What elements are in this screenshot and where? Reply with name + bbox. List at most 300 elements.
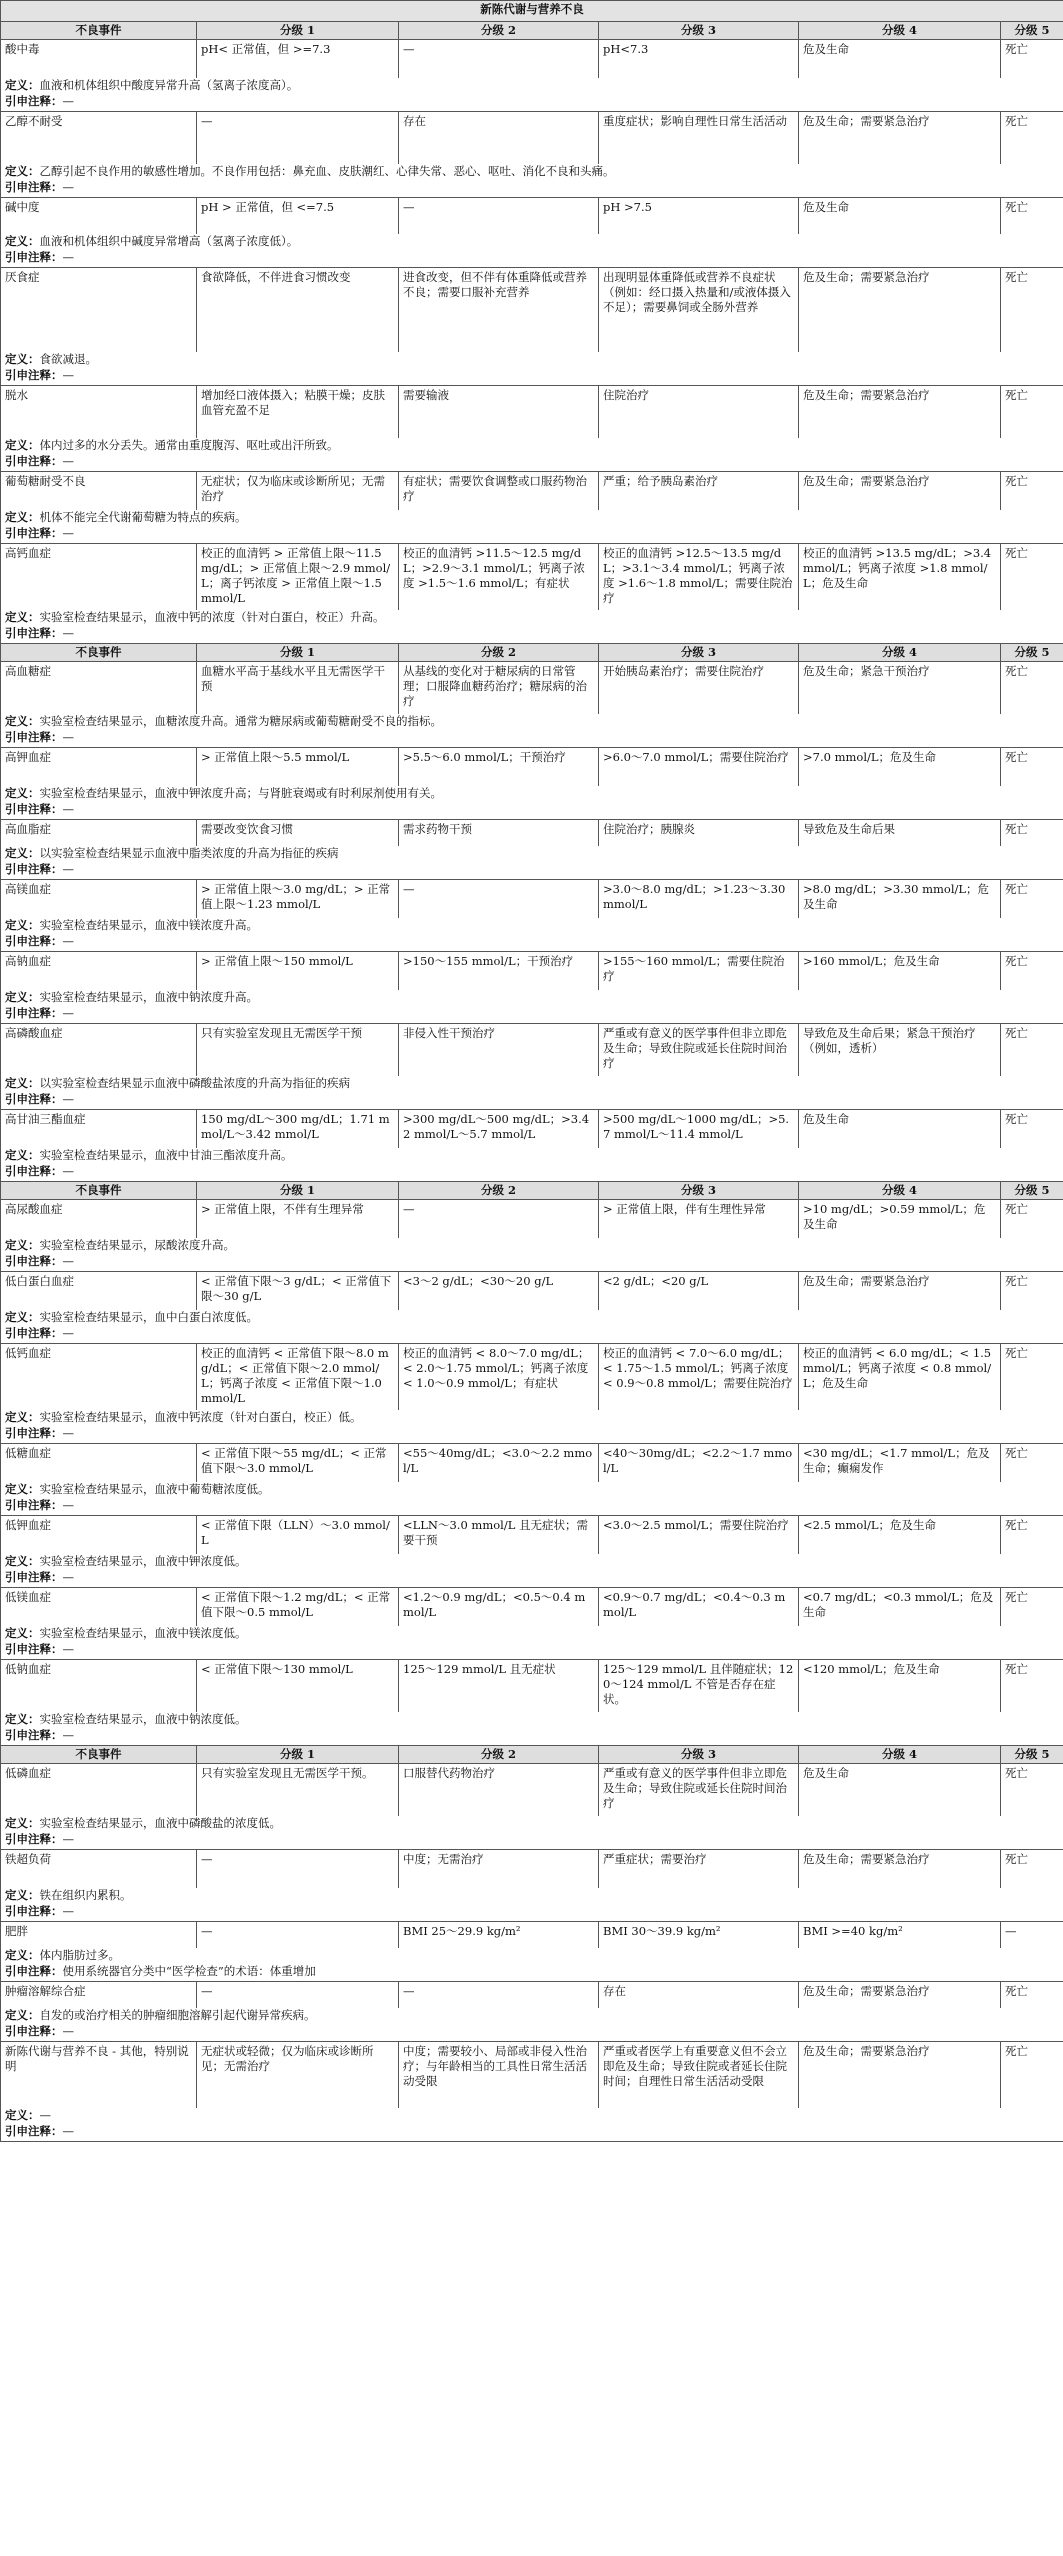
grade-cell: 无症状或轻微；仅为临床或诊断所见；无需治疗	[197, 2042, 399, 2109]
grade-cell: 校正的血清钙 >13.5 mg/dL；>3.4 mmol/L；钙离子浓度 >1.8 mmol/L；危及生命	[799, 544, 1001, 611]
column-header: 分级 1	[197, 1746, 399, 1764]
definition-label: 定义：	[5, 1076, 40, 1090]
definition-row	[1, 2108, 1063, 2124]
definition-cell	[1, 1888, 1063, 1904]
table-row	[1, 472, 1063, 511]
grade-cell: —	[197, 1922, 399, 1949]
event-name: 酸中毒	[1, 40, 197, 79]
event-name: 高磷酸血症	[1, 1024, 197, 1077]
grade-cell: —	[1001, 1922, 1063, 1949]
column-header: 分级 4	[799, 22, 1001, 40]
grade-cell: 需要改变饮食习惯	[197, 820, 399, 847]
table-row	[1, 1850, 1063, 1889]
definition-row	[1, 918, 1063, 934]
grade-cell: 严重；给予胰岛素治疗	[599, 472, 799, 511]
reference-text: —	[62, 94, 74, 108]
header-row	[1, 22, 1063, 40]
grade-cell: 危及生命	[799, 1110, 1001, 1149]
reference-label: 引申注释：	[5, 730, 63, 744]
grade-cell: 出现明显体重降低或营养不良症状（例如：经口摄入热量和/或液体摄入不足）；需要鼻饲或全肠外营养	[599, 268, 799, 353]
reference-label: 引申注释：	[5, 1006, 63, 1020]
definition-text: 实验室检查结果显示，血液中镁浓度低。	[39, 1626, 247, 1640]
definition-text: 实验室检查结果显示，尿酸浓度升高。	[39, 1238, 235, 1252]
reference-label: 引申注释：	[5, 1498, 63, 1512]
definition-text: 血液和机体组织中酸度异常升高（氢离子浓度高）。	[39, 78, 299, 92]
definition-text: 实验室检查结果显示，血液中镁浓度升高。	[39, 918, 258, 932]
reference-label: 引申注释：	[5, 1570, 63, 1584]
definition-cell	[1, 918, 1063, 934]
reference-cell	[1, 1426, 1063, 1444]
definition-label: 定义：	[5, 2108, 40, 2122]
reference-row	[1, 626, 1063, 644]
definition-cell	[1, 1410, 1063, 1426]
event-name: 厌食症	[1, 268, 197, 353]
grade-cell: < 正常值下限（LLN）～3.0 mmol/L	[197, 1516, 399, 1555]
grade-cell: 死亡	[1001, 1444, 1063, 1483]
table-row	[1, 2042, 1063, 2109]
event-name: 高钾血症	[1, 748, 197, 787]
reference-text: —	[62, 626, 74, 640]
event-name: 高尿酸血症	[1, 1200, 197, 1239]
definition-text: 体内过多的水分丢失。通常由重度腹泻、呕吐或出汗所致。	[39, 438, 339, 452]
definition-cell	[1, 1712, 1063, 1728]
definition-row	[1, 510, 1063, 526]
definition-text: 实验室检查结果显示，血液中磷酸盐的浓度低。	[39, 1816, 281, 1830]
grade-cell: 死亡	[1001, 1200, 1063, 1239]
reference-text: —	[62, 1006, 74, 1020]
reference-row	[1, 1498, 1063, 1516]
grade-cell: 死亡	[1001, 1344, 1063, 1411]
definition-row	[1, 1888, 1063, 1904]
event-name: 葡萄糖耐受不良	[1, 472, 197, 511]
grade-cell: 死亡	[1001, 952, 1063, 991]
reference-label: 引申注释：	[5, 1728, 63, 1742]
definition-row	[1, 438, 1063, 454]
definition-row	[1, 1712, 1063, 1728]
reference-text: —	[62, 454, 74, 468]
grade-cell: 125～129 mmol/L 且无症状	[399, 1660, 599, 1713]
reference-row	[1, 1006, 1063, 1024]
grade-cell: >7.0 mmol/L；危及生命	[799, 748, 1001, 787]
event-name: 碱中度	[1, 198, 197, 235]
grade-cell: 住院治疗	[599, 386, 799, 439]
grade-cell: > 正常值上限～150 mmol/L	[197, 952, 399, 991]
definition-label: 定义：	[5, 164, 40, 178]
definition-text: 实验室检查结果显示，血液中钠浓度升高。	[39, 990, 258, 1004]
reference-row	[1, 1164, 1063, 1182]
reference-cell	[1, 94, 1063, 112]
grade-cell: 危及生命	[799, 198, 1001, 235]
definition-row	[1, 1410, 1063, 1426]
event-name: 肥胖	[1, 1922, 197, 1949]
reference-cell	[1, 1254, 1063, 1272]
grade-cell: 死亡	[1001, 2042, 1063, 2109]
grade-cell: 危及生命；需要紧急治疗	[799, 112, 1001, 165]
reference-text: —	[62, 1498, 74, 1512]
reference-cell	[1, 1326, 1063, 1344]
grade-cell: 校正的血清钙 < 8.0～7.0 mg/dL；< 2.0～1.75 mmol/L；钙离子浓度 < 1.0～0.9 mmol/L；有症状	[399, 1344, 599, 1411]
reference-row	[1, 730, 1063, 748]
reference-row	[1, 368, 1063, 386]
grade-cell: —	[399, 40, 599, 79]
definition-cell	[1, 1626, 1063, 1642]
grade-cell: > 正常值上限，伴有生理性异常	[599, 1200, 799, 1239]
reference-row	[1, 454, 1063, 472]
grade-cell: >5.5～6.0 mmol/L；干预治疗	[399, 748, 599, 787]
column-header: 分级 5	[1001, 22, 1063, 40]
grade-cell: 死亡	[1001, 472, 1063, 511]
grade-cell: 严重或有意义的医学事件但非立即危及生命；导致住院或延长住院时间治疗	[599, 1024, 799, 1077]
definition-text: 自发的或治疗相关的肿瘤细胞溶解引起代谢异常疾病。	[39, 2008, 316, 2022]
grade-cell: < 正常值下限～130 mmol/L	[197, 1660, 399, 1713]
definition-cell	[1, 78, 1063, 94]
grade-cell: BMI 30～39.9 kg/m²	[599, 1922, 799, 1949]
grade-cell: 死亡	[1001, 40, 1063, 79]
grade-cell: 口服替代药物治疗	[399, 1764, 599, 1817]
definition-text: 实验室检查结果显示，血液中钾浓度低。	[39, 1554, 247, 1568]
reference-row	[1, 1832, 1063, 1850]
column-header: 分级 1	[197, 22, 399, 40]
header-row	[1, 1746, 1063, 1764]
grade-cell: —	[399, 1200, 599, 1239]
event-name: 高钠血症	[1, 952, 197, 991]
reference-text: —	[62, 934, 74, 948]
reference-label: 引申注释：	[5, 1092, 63, 1106]
definition-cell	[1, 1482, 1063, 1498]
definition-cell	[1, 164, 1063, 180]
column-header: 不良事件	[1, 1182, 197, 1200]
grade-cell: 死亡	[1001, 268, 1063, 353]
definition-row	[1, 786, 1063, 802]
column-header: 分级 5	[1001, 1182, 1063, 1200]
grade-cell: >300 mg/dL～500 mg/dL；>3.42 mmol/L～5.7 mmol/L	[399, 1110, 599, 1149]
reference-row	[1, 1570, 1063, 1588]
grade-cell: 校正的血清钙 >12.5～13.5 mg/dL；>3.1～3.4 mmol/L；钙离子浓度 >1.6～1.8 mmol/L；需要住院治疗	[599, 544, 799, 611]
definition-cell	[1, 990, 1063, 1006]
reference-row	[1, 2024, 1063, 2042]
column-header: 不良事件	[1, 644, 197, 662]
definition-row	[1, 1148, 1063, 1164]
definition-cell	[1, 2008, 1063, 2024]
definition-text: 实验室检查结果显示，血液中钙浓度（针对白蛋白，校正）低。	[39, 1410, 362, 1424]
definition-text: 实验室检查结果显示，血液中钙的浓度（针对白蛋白，校正）升高。	[39, 610, 385, 624]
definition-row	[1, 1482, 1063, 1498]
column-header: 分级 3	[599, 644, 799, 662]
grade-cell: < 正常值下限～55 mg/dL；< 正常值下限～3.0 mmol/L	[197, 1444, 399, 1483]
reference-cell	[1, 1964, 1063, 1982]
table-title-row	[1, 1, 1063, 22]
reference-row	[1, 1092, 1063, 1110]
reference-row	[1, 1642, 1063, 1660]
definition-cell	[1, 1310, 1063, 1326]
column-header: 分级 1	[197, 1182, 399, 1200]
reference-cell	[1, 250, 1063, 268]
reference-label: 引申注释：	[5, 1964, 63, 1978]
reference-label: 引申注释：	[5, 250, 63, 264]
event-name: 高血糖症	[1, 662, 197, 715]
definition-cell	[1, 714, 1063, 730]
definition-label: 定义：	[5, 1482, 40, 1496]
table-row	[1, 1660, 1063, 1713]
grade-cell: > 正常值上限～3.0 mg/dL；> 正常值上限～1.23 mmol/L	[197, 880, 399, 919]
reference-cell	[1, 1092, 1063, 1110]
table-row	[1, 662, 1063, 715]
grade-cell: 增加经口液体摄入；粘膜干燥；皮肤血管充盈不足	[197, 386, 399, 439]
grade-cell: > 正常值上限，不伴有生理异常	[197, 1200, 399, 1239]
reference-cell	[1, 368, 1063, 386]
grade-cell: <2.5 mmol/L；危及生命	[799, 1516, 1001, 1555]
reference-text: —	[62, 1426, 74, 1440]
definition-text: 实验室检查结果显示，血液中钠浓度低。	[39, 1712, 247, 1726]
definition-row	[1, 2008, 1063, 2024]
table-row	[1, 880, 1063, 919]
reference-label: 引申注释：	[5, 180, 63, 194]
reference-label: 引申注释：	[5, 1642, 63, 1656]
grade-cell: < 正常值下限～3 g/dL；< 正常值下限～30 g/L	[197, 1272, 399, 1311]
grade-cell: —	[399, 1982, 599, 2009]
reference-cell	[1, 730, 1063, 748]
definition-cell	[1, 1948, 1063, 1964]
definition-label: 定义：	[5, 78, 40, 92]
grade-cell: 进食改变，但不伴有体重降低或营养不良；需要口服补充营养	[399, 268, 599, 353]
table-row	[1, 386, 1063, 439]
grade-cell: 严重症状；需要治疗	[599, 1850, 799, 1889]
definition-row	[1, 1238, 1063, 1254]
reference-cell	[1, 454, 1063, 472]
grade-cell: 死亡	[1001, 1024, 1063, 1077]
definition-text: 实验室检查结果显示，血液中葡萄糖浓度低。	[39, 1482, 270, 1496]
grade-cell: >8.0 mg/dL；>3.30 mmol/L；危及生命	[799, 880, 1001, 919]
table-row	[1, 1982, 1063, 2009]
definition-label: 定义：	[5, 510, 40, 524]
table-row	[1, 748, 1063, 787]
grade-cell: <55～40mg/dL；<3.0～2.2 mmol/L	[399, 1444, 599, 1483]
table-row	[1, 1444, 1063, 1483]
grade-cell: 有症状；需要饮食调整或口服药物治疗	[399, 472, 599, 511]
grade-cell: 死亡	[1001, 880, 1063, 919]
table-row	[1, 40, 1063, 79]
grade-cell: 开始胰岛素治疗；需要住院治疗	[599, 662, 799, 715]
grade-cell: <30 mg/dL；<1.7 mmol/L；危及生命；癫痫发作	[799, 1444, 1001, 1483]
reference-text: —	[62, 862, 74, 876]
definition-text: 铁在组织内累积。	[39, 1888, 132, 1902]
grade-cell: >10 mg/dL；>0.59 mmol/L；危及生命	[799, 1200, 1001, 1239]
grade-cell: 死亡	[1001, 1516, 1063, 1555]
definition-text: 实验室检查结果显示，血液中甘油三酯浓度升高。	[39, 1148, 293, 1162]
grade-cell: >500 mg/dL～1000 mg/dL；>5.7 mmol/L～11.4 mmol/L	[599, 1110, 799, 1149]
definition-row	[1, 846, 1063, 862]
event-name: 铁超负荷	[1, 1850, 197, 1889]
grade-cell: 危及生命	[799, 1764, 1001, 1817]
definition-cell	[1, 510, 1063, 526]
grade-cell: 血糖水平高于基线水平且无需医学干预	[197, 662, 399, 715]
reference-cell	[1, 1164, 1063, 1182]
definition-label: 定义：	[5, 1948, 40, 1962]
grade-cell: pH >7.5	[599, 198, 799, 235]
column-header: 分级 1	[197, 644, 399, 662]
definition-label: 定义：	[5, 846, 40, 860]
reference-label: 引申注释：	[5, 1426, 63, 1440]
grade-cell: 只有实验室发现且无需医学干预。	[197, 1764, 399, 1817]
definition-text: 以实验室检查结果显示血液中磷酸盐浓度的升高为指征的疾病	[39, 1076, 350, 1090]
reference-row	[1, 1326, 1063, 1344]
grade-cell: 125～129 mmol/L 且伴随症状；120～124 mmol/L 不管是否存在症状。	[599, 1660, 799, 1713]
grade-cell: 死亡	[1001, 1660, 1063, 1713]
reference-text: —	[62, 730, 74, 744]
table-row	[1, 952, 1063, 991]
reference-row	[1, 1964, 1063, 1982]
reference-cell	[1, 934, 1063, 952]
grade-cell: 校正的血清钙 < 6.0 mg/dL；< 1.5 mmol/L；钙离子浓度 < 0.8 mmol/L；危及生命	[799, 1344, 1001, 1411]
definition-text: 实验室检查结果显示，血中白蛋白浓度低。	[39, 1310, 258, 1324]
page-title: 新陈代谢与营养不良	[1, 1, 1063, 22]
grade-cell: 无症状；仅为临床或诊断所见；无需治疗	[197, 472, 399, 511]
grade-cell: 危及生命；需要紧急治疗	[799, 268, 1001, 353]
grade-cell: 死亡	[1001, 1982, 1063, 2009]
event-name: 新陈代谢与营养不良 - 其他，特别说明	[1, 2042, 197, 2109]
reference-label: 引申注释：	[5, 626, 63, 640]
definition-text: 乙醇引起不良作用的敏感性增加。不良作用包括：鼻充血、皮肤潮红、心律失常、恶心、呕吐、消化不良和头痛。	[39, 164, 615, 178]
grade-cell: 存在	[599, 1982, 799, 2009]
reference-label: 引申注释：	[5, 862, 63, 876]
grade-cell: >3.0～8.0 mg/dL；>1.23～3.30 mmol/L	[599, 880, 799, 919]
definition-cell	[1, 786, 1063, 802]
grade-cell: 150 mg/dL～300 mg/dL；1.71 mmol/L～3.42 mmol/L	[197, 1110, 399, 1149]
grade-cell: <40～30mg/dL；<2.2～1.7 mmol/L	[599, 1444, 799, 1483]
reference-label: 引申注释：	[5, 368, 63, 382]
table-row	[1, 1764, 1063, 1817]
definition-text: 以实验室检查结果显示血液中脂类浓度的升高为指征的疾病	[39, 846, 339, 860]
reference-label: 引申注释：	[5, 454, 63, 468]
reference-text: —	[62, 1254, 74, 1268]
reference-label: 引申注释：	[5, 1254, 63, 1268]
grade-cell: 需求药物干预	[399, 820, 599, 847]
grade-cell: 从基线的变化对于糖尿病的日常管理；口服降血糖药治疗；糖尿病的治疗	[399, 662, 599, 715]
reference-label: 引申注释：	[5, 1164, 63, 1178]
grade-cell: >150～155 mmol/L；干预治疗	[399, 952, 599, 991]
grade-cell: <0.7 mg/dL；<0.3 mmol/L；危及生命	[799, 1588, 1001, 1627]
reference-cell	[1, 1006, 1063, 1024]
definition-row	[1, 714, 1063, 730]
grade-cell: 死亡	[1001, 386, 1063, 439]
column-header: 分级 4	[799, 644, 1001, 662]
reference-text: —	[62, 1832, 74, 1846]
event-name: 低钙血症	[1, 1344, 197, 1411]
definition-label: 定义：	[5, 1712, 40, 1726]
column-header: 分级 3	[599, 1746, 799, 1764]
definition-label: 定义：	[5, 610, 40, 624]
reference-cell	[1, 626, 1063, 644]
column-header: 分级 4	[799, 1746, 1001, 1764]
reference-cell	[1, 1728, 1063, 1746]
grade-cell: <LLN～3.0 mmol/L 且无症状；需要干预	[399, 1516, 599, 1555]
reference-text: —	[62, 368, 74, 382]
grade-cell: pH<7.3	[599, 40, 799, 79]
definition-row	[1, 990, 1063, 1006]
definition-text: 实验室检查结果显示，血糖浓度升高。通常为糖尿病或葡萄糖耐受不良的指标。	[39, 714, 442, 728]
definition-row	[1, 164, 1063, 180]
column-header: 分级 5	[1001, 1746, 1063, 1764]
definition-row	[1, 610, 1063, 626]
definition-cell	[1, 2108, 1063, 2124]
reference-label: 引申注释：	[5, 526, 63, 540]
reference-cell	[1, 526, 1063, 544]
reference-text: 使用系统器官分类中“医学检查”的术语：体重增加	[62, 1964, 316, 1978]
grade-cell: >155～160 mmol/L；需要住院治疗	[599, 952, 799, 991]
definition-text: 食欲减退。	[39, 352, 97, 366]
column-header: 分级 3	[599, 22, 799, 40]
definition-row	[1, 78, 1063, 94]
column-header: 分级 4	[799, 1182, 1001, 1200]
reference-row	[1, 1426, 1063, 1444]
grade-cell: 死亡	[1001, 1110, 1063, 1149]
grade-cell: 校正的血清钙 < 7.0～6.0 mg/dL；< 1.75～1.5 mmol/L；钙离子浓度 < 0.9～0.8 mmol/L；需要住院治疗	[599, 1344, 799, 1411]
column-header: 不良事件	[1, 22, 197, 40]
definition-cell	[1, 352, 1063, 368]
column-header: 分级 2	[399, 22, 599, 40]
grade-cell: 死亡	[1001, 544, 1063, 611]
grade-cell: 危及生命；需要紧急治疗	[799, 1850, 1001, 1889]
definition-cell	[1, 1076, 1063, 1092]
definition-cell	[1, 610, 1063, 626]
definition-label: 定义：	[5, 1554, 40, 1568]
reference-text: —	[62, 1092, 74, 1106]
grade-cell: 死亡	[1001, 1764, 1063, 1817]
definition-row	[1, 1626, 1063, 1642]
table-row	[1, 1272, 1063, 1311]
grade-cell: pH< 正常值，但 >=7.3	[197, 40, 399, 79]
reference-text: —	[62, 1326, 74, 1340]
reference-cell	[1, 1570, 1063, 1588]
grade-cell: 死亡	[1001, 820, 1063, 847]
grade-cell: 严重或有意义的医学事件但非立即危及生命；导致住院或延长住院时间治疗	[599, 1764, 799, 1817]
definition-label: 定义：	[5, 234, 40, 248]
table-row	[1, 820, 1063, 847]
grade-cell: 中度；需要较小、局部或非侵入性治疗；与年龄相当的工具性日常生活活动受限	[399, 2042, 599, 2109]
definition-row	[1, 1076, 1063, 1092]
grade-cell: >6.0～7.0 mmol/L；需要住院治疗	[599, 748, 799, 787]
table-row	[1, 112, 1063, 165]
table-row	[1, 1344, 1063, 1411]
event-name: 乙醇不耐受	[1, 112, 197, 165]
reference-label: 引申注释：	[5, 94, 63, 108]
event-name: 低糖血症	[1, 1444, 197, 1483]
grade-cell: <1.2～0.9 mg/dL；<0.5～0.4 mmol/L	[399, 1588, 599, 1627]
event-name: 高钙血症	[1, 544, 197, 611]
reference-row	[1, 862, 1063, 880]
event-name: 低钠血症	[1, 1660, 197, 1713]
header-row	[1, 1182, 1063, 1200]
reference-row	[1, 1254, 1063, 1272]
definition-label: 定义：	[5, 2008, 40, 2022]
reference-text: —	[62, 802, 74, 816]
reference-row	[1, 94, 1063, 112]
header-row	[1, 644, 1063, 662]
table-row	[1, 1588, 1063, 1627]
reference-text: —	[62, 2124, 74, 2138]
definition-label: 定义：	[5, 1626, 40, 1640]
reference-text: —	[62, 2024, 74, 2038]
table-row	[1, 198, 1063, 235]
grade-cell: 危及生命；需要紧急治疗	[799, 1272, 1001, 1311]
grade-cell: 校正的血清钙 < 正常值下限～8.0 mg/dL；< 正常值下限～2.0 mmol/L；钙离子浓度 < 正常值下限～1.0 mmol/L	[197, 1344, 399, 1411]
definition-label: 定义：	[5, 1410, 40, 1424]
grade-cell: 危及生命；紧急干预治疗	[799, 662, 1001, 715]
column-header: 不良事件	[1, 1746, 197, 1764]
grade-cell: < 正常值下限～1.2 mg/dL；< 正常值下限～0.5 mmol/L	[197, 1588, 399, 1627]
reference-text: —	[62, 1642, 74, 1656]
reference-row	[1, 2124, 1063, 2142]
